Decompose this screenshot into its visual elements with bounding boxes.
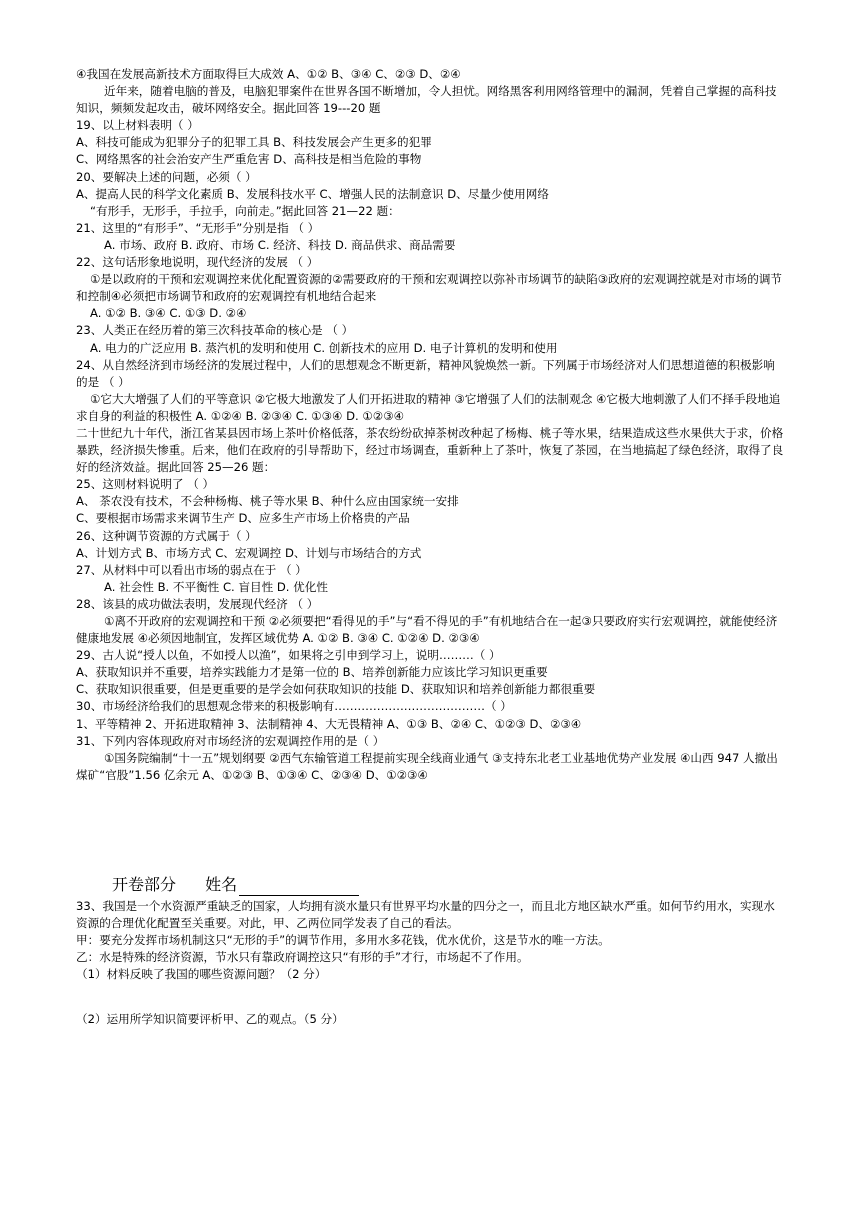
exam-page [76,66,786,1029]
question-33-part-2: （2）运用所学知识简要评析甲、乙的观点。（5 分） [76,1012,344,1027]
question-21: 21、这里的“有形手”、“无形手”分别是指 （ ） [76,220,320,235]
material-19-20-text: 近年来，随着电脑的普及，电脑犯罪案件在世界各国不断增加，令人担忧。网络黑客利用网络管理中的漏洞，凭着自己掌握的高科技知识，频频发起攻击，破坏网络安全。据此回答 19---20 题 [76,84,777,116]
question-22-options: A. ①② B. ③④ C. ①③ D. ②④ [90,306,247,321]
question-24-statements [76,391,786,425]
section-gap [76,784,786,874]
question-27-options: A. 社会性 B. 不平衡性 C. 盲目性 D. 优化性 [104,579,328,594]
question-24: 24、从自然经济到市场经济的发展过程中，人们的思想观念不断更新，精神风貌焕然一新。下列属于市场经济对人们思想道德的积极影响的是 （ ） [76,357,775,389]
open-part-title: 开卷部分 [112,874,177,894]
question-29: 29、古人说“授人以鱼，不如授人以渔”，如果将之引申到学习上，说明………（ ） [76,648,501,663]
question-33-part-1: （1）材料反映了我国的哪些资源问题？（2 分） [76,967,327,982]
question-19-options-cd: C、网络黑客的社会治安产生严重危害 D、高科技是相当危险的事物 [76,152,422,167]
name-field[interactable] [239,878,359,896]
question-31-statements [76,750,786,784]
question-19-options-ab: A、科技可能成为犯罪分子的犯罪工具 B、科技发展会产生更多的犯罪 [76,135,432,150]
question-23-options: A. 电力的广泛应用 B. 蒸汽机的发明和使用 C. 创新技术的应用 D. 电子计算机的发明和使用 [90,340,558,355]
question-33-material: 33、我国是一个水资源严重缺乏的国家，人均拥有淡水量只有世界平均水量的四分之一，而且北方地区缺水严重。如何节约用水，实现水资源的合理优化配置至关重要。对此，甲、乙两位同学发表了自己的看法。 [76,898,775,931]
question-26: 26、这种调节资源的方式属于（ ） [76,528,257,543]
material-19-20 [76,83,786,117]
question-20: 20、要解决上述的问题，必须（ ） [76,169,257,184]
question-26-options: A、计划方式 B、市场方式 C、宏观调控 D、计划与市场结合的方式 [76,545,422,560]
question-22-statements [76,271,786,305]
question-18-options: ④我国在发展高新技术方面取得巨大成效 A、①② B、③④ C、②③ D、②④ [76,67,461,81]
question-21-options: A. 市场、政府 B. 政府、市场 C. 经济、科技 D. 商品供求、商品需要 [104,237,456,252]
question-19: 19、以上材料表明（ ） [76,118,199,133]
material-21-22: “有形手，无形手，手拉手，向前走。”据此回答 21—22 题： [90,203,400,218]
question-30: 30、市场经济给我们的思想观念带来的积极影响有…………………………………（ ） [76,699,512,714]
question-25: 25、这则材料说明了 （ ） [76,477,215,492]
question-30-options: 1、平等精神 2、开拓进取精神 3、法制精神 4、大无畏精神 A、①③ B、②④ C、①②③ D、②③④ [76,716,582,731]
open-part-header [112,874,786,896]
answer-space-1[interactable] [76,983,786,1011]
question-23: 23、人类正在经历着的第三次科技革命的核心是 （ ） [76,323,354,338]
question-20-options: A、提高人民的科学文化素质 B、发展科技水平 C、增强人民的法制意识 D、尽量少使用网络 [76,186,549,201]
question-28: 28、该县的成功做法表明，发展现代经济 （ ） [76,596,319,611]
question-25-options-ab: A、 茶农没有技术，不会种杨梅、桃子等水果 B、种什么应由国家统一安排 [76,494,459,509]
question-31: 31、下列内容体现政府对市场经济的宏观调控作用的是（ ） [76,733,385,748]
question-29-options-cd: C、获取知识很重要，但是更重要的是学会如何获取知识的技能 D、获取知识和培养创新能力都很重要 [76,682,596,697]
question-29-options-ab: A、获取知识并不重要，培养实践能力才是第一位的 B、培养创新能力应该比学习知识更重要 [76,665,548,680]
material-25-26: 二十世纪九十年代，浙江省某县因市场上茶叶价格低落，茶农纷纷砍掉茶树改种起了杨梅、桃子等水果，结果造成这些水果供大于求，价格暴跌，经济损失惨重。后来，他们在政府的引导帮助下，经过市场调查，重新种上了茶叶，恢复了茶园，在当地搞起了绿色经济，取得了良好的经济效益。据此回答 25—26 题： [76,425,784,475]
question-27: 27、从材料中可以看出市场的弱点在于 （ ） [76,562,307,577]
opinion-yi: 乙：水是特殊的经济资源，节水只有靠政府调控这只“有形的手”才行，市场起不了作用。 [76,950,529,965]
question-28-statements-text: ①离不开政府的宏观调控和干预 ②必须要把“看得见的手”与“看不得见的手”有机地结合在一起③只要政府实行宏观调控，就能使经济健康地发展 ④必须因地制宜，发挥区域优势 A. ①② B. ③④ C. ①②④ D. ②③④ [76,614,778,646]
question-28-statements [76,613,786,647]
question-22: 22、这句话形象地说明，现代经济的发展 （ ） [76,255,319,270]
opinion-jia: 甲：要充分发挥市场机制这只“无形的手”的调节作用，多用水多花钱，优水优价，这是节水的唯一方法。 [76,933,610,948]
question-31-statements-text: ①国务院编制“十一五”规划纲要 ②西气东输管道工程提前实现全线商业通气 ③支持东北老工业基地优势产业发展 ④山西 947 人撤出煤矿“官股”1.56 亿余元 A、①②③ B、①③④ C、②③④ D、①②③④ [76,750,778,782]
name-label: 姓名 [205,874,238,894]
question-22-statements-text: ①是以政府的干预和宏观调控来优化配置资源的②需要政府的干预和宏观调控以弥补市场调节的缺陷③政府的宏观调控就是对市场的调节和控制④必须把市场调节和政府的宏观调控有机地结合起来 [76,272,783,304]
question-24-statements-text: ①它大大增强了人们的平等意识 ②它极大地激发了人们开拓进取的精神 ③它增强了人们的法制观念 ④它极大地刺激了人们不择手段地追求自身的利益的积极性 A. ①②④ B. ②③④ C. ①③④ D. ①②③④ [76,391,781,423]
question-25-options-cd: C、要根据市场需求来调节生产 D、应多生产市场上价格贵的产品 [76,511,410,526]
